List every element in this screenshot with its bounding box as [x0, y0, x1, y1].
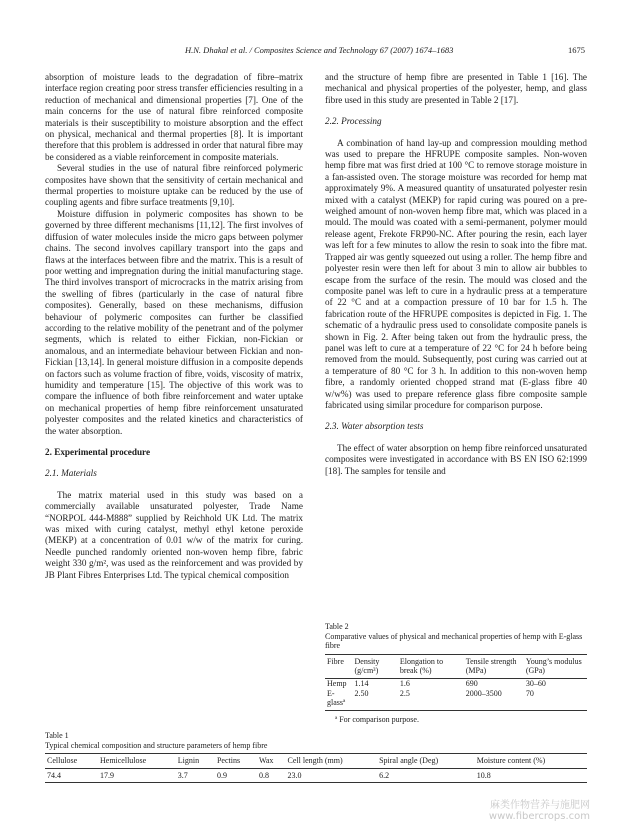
column-header: Moisture content (%) — [475, 754, 587, 769]
table-1 — [45, 731, 587, 783]
paragraph: The matrix material used in this study was based on a commercially available unsaturated polyester, Trade Name “NORPOL 444-M888” supplied by Reichhold UK Ltd. The matrix was mixed with curing catalyst, methyl ethyl ketone peroxide (MEKP) at a concentration of 0.01 w/w of the matrix for curing. Needle punched randomly oriented non-woven hemp fibre, fabric weight 330 g/m², was used as the reinforcement and was provided by JB Plant Fibres Enterprises Ltd. The typical chemical composition — [45, 489, 303, 580]
table-label: Table 2 — [325, 622, 349, 631]
column-header: Density (g/cm³) — [353, 654, 398, 678]
table-1-grid — [45, 753, 587, 783]
subsection-heading: 2.1. Materials — [45, 468, 97, 479]
table-cell: 10.8 — [475, 768, 587, 783]
column-header: Elongation to break (%) — [398, 654, 464, 678]
column-header: Tensile strength (MPa) — [464, 654, 524, 678]
table-cell: 74.4 — [45, 768, 98, 783]
column-header: Fibre — [325, 654, 353, 678]
column-header: Cellulose — [45, 754, 98, 769]
table-cell: 23.0 — [286, 768, 378, 783]
page-number: 1675 — [568, 45, 585, 55]
column-header: Pectins — [215, 754, 257, 769]
table-2-grid — [325, 654, 587, 711]
table-footnote: ª For comparison purpose. — [335, 714, 419, 724]
table-cell: 1.6 — [399, 678, 410, 688]
table-row — [325, 678, 587, 688]
table-cell: 2.50 — [353, 689, 398, 711]
column-header: Cell length (mm) — [286, 754, 378, 769]
table-cell: Hemp — [327, 678, 347, 688]
table-cell: 17.9 — [98, 768, 176, 783]
table-2 — [325, 622, 587, 724]
table-cell: 3.7 — [176, 768, 215, 783]
table-cell: 30–60 — [525, 678, 546, 688]
paragraph: Moisture diffusion in polymeric composites has shown to be governed by three different mechanisms [11,12]. The first involves of diffusion of water molecules inside the micro gaps between polymer chains. The second involves capillary transport into the gaps and flaws at the interfaces between fibre and the matrix. This is a result of poor wetting and impregnation during the initial manufacturing stage. The third involves transport of microcracks in the matrix arising from the swelling of fibres (particularly in the case of natural fibre composites). Generally, based on these mechanisms, diffusion behaviour of polymeric composites can further be classified according to the relative mobility of the penetrant and of the polymer segments, which is related to either Fickian, non-Fickian or anomalous, and an intermediate behaviour between Fickian and non-Fickian [13,14]. In general moisture diffusion in a composite depends on factors such as volume fraction of fibre, voids, viscosity of matrix, humidity and temperature [15]. The objective of this work was to compare the influence of both fibre reinforcement and water uptake on mechanical properties of hemp fibre reinforcement unsaturated polyester composites and the related kinetics and characteristics of the water absorption. — [45, 208, 303, 436]
subsection-heading: 2.2. Processing — [325, 116, 382, 127]
paragraph: Several studies in the use of natural fibre reinforced polymeric composites have shown that the sensitivity of certain mechanical and thermal properties to moisture uptake can be reduced by the use of coupling agents and fibre surface treatments [9,10]. — [45, 163, 303, 208]
column-header: Young’s modulus (GPa) — [524, 654, 587, 678]
table-cell: 2.5 — [398, 689, 464, 711]
table-caption: Comparative values of physical and mechanical properties of hemp with E-glass fibre — [325, 631, 583, 651]
column-header: Hemicellulose — [98, 754, 176, 769]
table-cell: 2000–3500 — [464, 689, 524, 711]
paragraph: A combination of hand lay-up and compression moulding method was used to prepare the HFRUPE composite samples. Non-woven hemp fibre mat was first dried at 100 °C to remove storage moisture in a fan-assisted oven. The storage moisture was recorded for hemp mat approximately 9%. A measured quantity of unsaturated polyester resin mixed with a catalyst (MEKP) for rapid curing was poured on a pre-weighed amount of non-woven hemp fibre mat, which was placed in a mould. The mould was coated with a semi-permanent, polymer mould release agent, Frekote FRP90-NC. After pouring the resin, each layer was left for a few minutes to allow the resin to soak into the fibre mat. Trapped air was gently squeezed out using a roller. The hemp fibre and polyester resin were then left for about 3 min to allow air bubbles to escape from the surface of the resin. The mould was closed and the composite panel was left to cure in a hydraulic press at a temperature of 22 °C and at a compaction pressure of 10 bar for 1.5 h. The fabrication route of the HFRUPE composites is depicted in Fig. 1. The schematic of a hydraulic press used to consolidate composite panels is shown in Fig. 2. After being taken out from the hydraulic press, the panel was left to cure at a temperature of 22 °C for 24 h before being removed from the mould. Subsequently, post curing was carried out at a temperature of 80 °C for 3 h. In addition to this non-woven hemp fibre, a randomly oriented chopped strand mat (E-glass fibre 40 w/w%) was used to prepare reference glass fibre composite sample fabricated using similar procedure for comparison purpose. — [325, 137, 587, 410]
watermark-line: www.fibercrops.com — [488, 811, 590, 822]
left-column — [45, 72, 303, 581]
column-header: Lignin — [176, 754, 215, 769]
paragraph: The effect of water absorption on hemp fibre reinforced unsaturated composites were investigated in accordance with BS EN ISO 62:1999 [18]. The samples for tensile and — [325, 442, 587, 476]
table-label: Table 1 — [45, 731, 69, 740]
watermark-line: 麻类作物营养与施肥网 — [490, 800, 590, 811]
table-cell: 0.8 — [257, 768, 286, 783]
section-heading: 2. Experimental procedure — [45, 447, 151, 457]
watermark — [489, 800, 590, 822]
table-cell: 6.2 — [377, 768, 475, 783]
table-cell: 0.9 — [215, 768, 257, 783]
table-cell: 1.14 — [354, 678, 369, 688]
table-caption: Typical chemical composition and structure parameters of hemp fibre — [45, 740, 268, 750]
table-row — [325, 689, 587, 711]
subsection-heading: 2.3. Water absorption tests — [325, 421, 424, 432]
table-cell: E-glassª — [325, 689, 353, 711]
right-column — [325, 72, 587, 477]
table-cell: 70 — [524, 689, 587, 711]
table-cell: 690 — [465, 678, 478, 688]
column-header: Spiral angle (Deg) — [377, 754, 475, 769]
paragraph: and the structure of hemp fibre are presented in Table 1 [16]. The mechanical and physical properties of the polyester, hemp, and glass fibre used in this study are presented in Table 2 [17]. — [325, 72, 587, 105]
paragraph: absorption of moisture leads to the degradation of fibre–matrix interface region creating poor stress transfer efficiencies resulting in a reduction of mechanical and dimensional properties [7]. One of the main concerns for the use of natural fibre reinforced composite materials is their susceptibility to moisture absorption and the effect on physical, mechanical and thermal properties [8]. It is important therefore that this problem is addressed in order that natural fibre may be considered as a viable reinforcement in composite materials. — [45, 72, 303, 162]
table-row — [45, 768, 587, 783]
column-header: Wax — [257, 754, 286, 769]
running-title: H.N. Dhakal et al. / Composites Science and Technology 67 (2007) 1674–1683 — [185, 45, 454, 55]
